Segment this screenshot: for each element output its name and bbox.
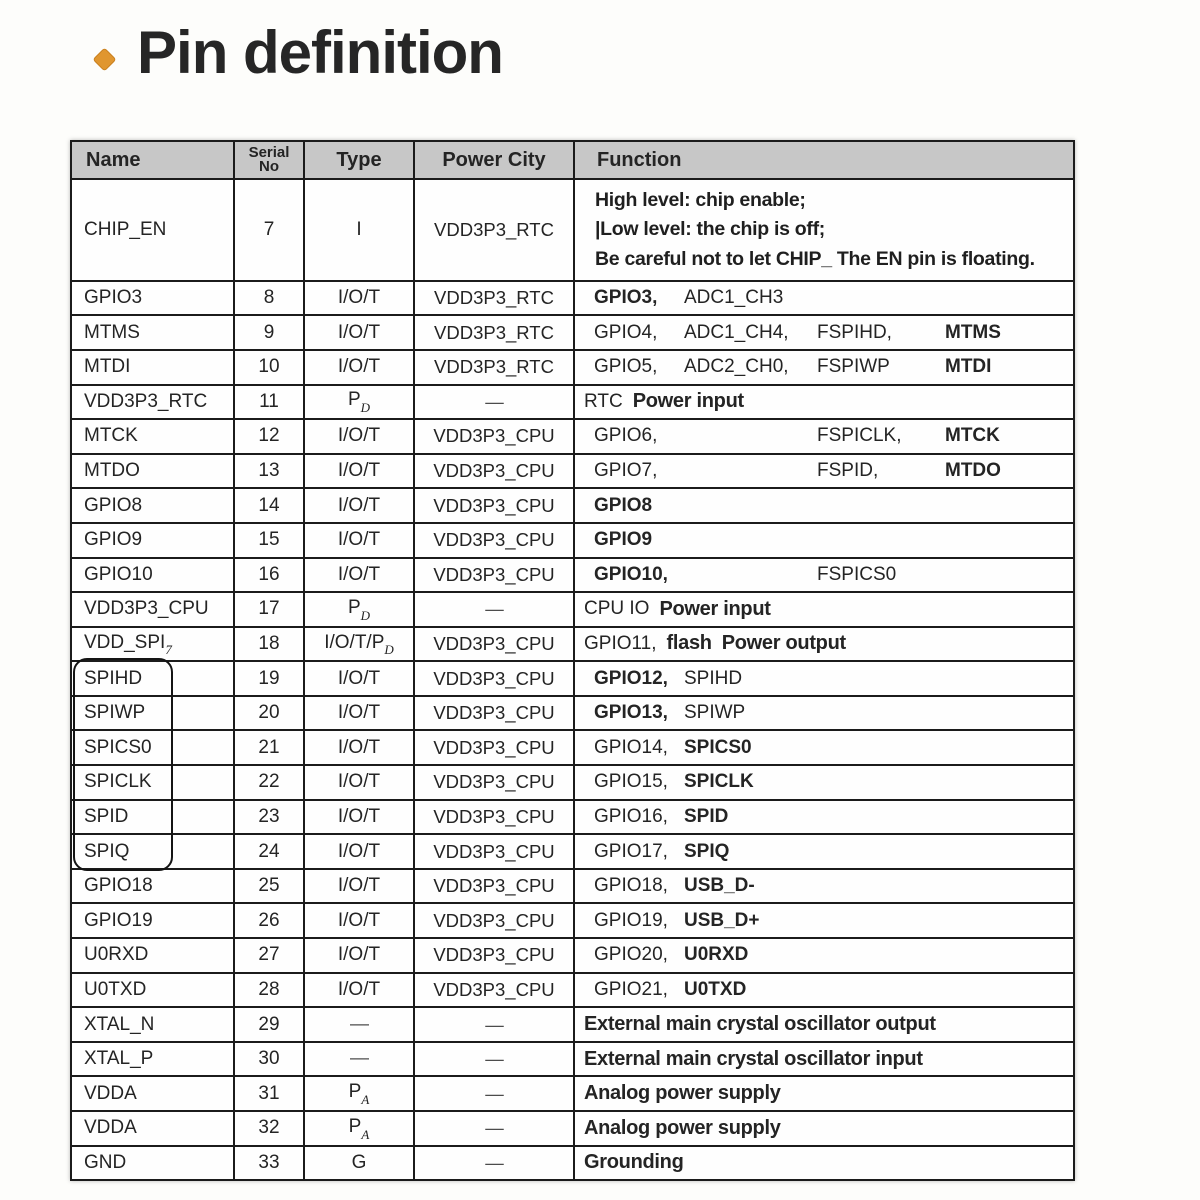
function-signal: SPIWP: [684, 702, 746, 724]
cell-power-domain: [414, 1146, 574, 1181]
table-row: [71, 1111, 1074, 1146]
cell-power-domain: VDD3P3_CPU: [414, 558, 574, 593]
table-row: [71, 869, 1074, 904]
function-signals: [575, 737, 1073, 759]
cell-type: $P_D$: [304, 592, 414, 627]
cell-function: [574, 350, 1074, 385]
cell-type: [304, 1007, 414, 1042]
table-row: [71, 627, 1074, 662]
function-signal: FSPIWP: [817, 356, 890, 378]
function-signal: GPIO10,: [594, 563, 668, 585]
function-signal: FSPIHD,: [817, 321, 892, 343]
cell-pin-name: SPICS0: [71, 730, 234, 765]
function-text-segment: GPIO11,: [584, 632, 657, 654]
function-text-segment: Analog power supply: [584, 1082, 781, 1105]
power-dash: —: [485, 1082, 503, 1104]
cell-type: I/O/T: [304, 730, 414, 765]
function-text: [575, 390, 1073, 413]
function-signal: GPIO6,: [594, 425, 658, 447]
table-row: [71, 1076, 1074, 1111]
function-signals: [575, 702, 1073, 724]
cell-pin-name: $VDD\_SPI_7$: [71, 627, 234, 662]
cell-serial-no: 25: [234, 869, 304, 904]
cell-pin-name: MTDO: [71, 454, 234, 489]
table-row: [71, 1146, 1074, 1181]
cell-type: $I/O/T/P_D$: [304, 627, 414, 662]
cell-type: $P_A$: [304, 1076, 414, 1111]
cell-type: I/O/T: [304, 869, 414, 904]
function-signal: SPICS0: [684, 736, 752, 758]
cell-function: [574, 869, 1074, 904]
cell-power-domain: VDD3P3_CPU: [414, 419, 574, 454]
cell-power-domain: VDD3P3_CPU: [414, 765, 574, 800]
function-signal: GPIO14,: [594, 736, 668, 758]
pin-table-body: [71, 179, 1074, 1180]
power-dash: —: [485, 598, 503, 620]
function-text: [575, 1117, 1073, 1140]
cell-power-domain: VDD3P3_RTC: [414, 350, 574, 385]
function-signals: [575, 495, 1073, 517]
function-signal: U0RXD: [684, 944, 749, 966]
cell-pin-name: XTAL_N: [71, 1007, 234, 1042]
cell-function: [574, 800, 1074, 835]
cell-pin-name: SPIHD: [71, 661, 234, 696]
cell-pin-name: GPIO19: [71, 903, 234, 938]
table-row: [71, 661, 1074, 696]
function-signal: USB_D-: [684, 875, 755, 897]
cell-function: [574, 938, 1074, 973]
function-signal: GPIO9: [594, 529, 653, 551]
cell-serial-no: 13: [234, 454, 304, 489]
cell-pin-name: MTMS: [71, 315, 234, 350]
cell-function: [574, 765, 1074, 800]
function-signal: GPIO20,: [594, 944, 668, 966]
table-row: [71, 179, 1074, 281]
cell-power-domain: VDD3P3_CPU: [414, 696, 574, 731]
cell-serial-no: 23: [234, 800, 304, 835]
function-text-segment: flash: [666, 632, 712, 655]
cell-function: [574, 627, 1074, 662]
cell-pin-name: VDDA: [71, 1076, 234, 1111]
cell-function: [574, 903, 1074, 938]
table-row: [71, 800, 1074, 835]
cell-function: [574, 179, 1074, 281]
function-signals: [575, 875, 1073, 897]
cell-serial-no: 21: [234, 730, 304, 765]
col-header-type: Type: [304, 141, 414, 179]
table-row: [71, 1042, 1074, 1077]
function-text: [575, 1151, 1073, 1174]
function-signal: ADC2_CH0,: [684, 356, 789, 378]
cell-type: I/O/T: [304, 419, 414, 454]
function-signal: MTDI: [945, 356, 992, 378]
function-signals: [575, 460, 1073, 482]
cell-pin-name: GND: [71, 1146, 234, 1181]
cell-type: I/O/T: [304, 350, 414, 385]
cell-function: [574, 1146, 1074, 1181]
cell-type: [304, 1042, 414, 1077]
cell-pin-name: GPIO18: [71, 869, 234, 904]
cell-function: [574, 1042, 1074, 1077]
cell-power-domain: VDD3P3_RTC: [414, 281, 574, 316]
power-dash: —: [485, 1151, 503, 1173]
diamond-bullet-icon: [92, 47, 116, 71]
table-row: [71, 973, 1074, 1008]
function-signals: [575, 841, 1073, 863]
cell-type: I/O/T: [304, 903, 414, 938]
cell-pin-name: U0RXD: [71, 938, 234, 973]
cell-power-domain: [414, 1042, 574, 1077]
cell-power-domain: [414, 385, 574, 420]
cell-type: $P_A$: [304, 1111, 414, 1146]
cell-pin-name: MTCK: [71, 419, 234, 454]
cell-pin-name: VDD3P3_RTC: [71, 385, 234, 420]
cell-type: I: [304, 179, 414, 281]
table-row: [71, 834, 1074, 869]
cell-serial-no: 18: [234, 627, 304, 662]
function-text: [575, 1082, 1073, 1105]
power-dash: —: [485, 1013, 503, 1035]
table-row: [71, 558, 1074, 593]
cell-power-domain: [414, 592, 574, 627]
function-signal: SPIQ: [684, 840, 730, 862]
table-row: [71, 419, 1074, 454]
function-signals: [575, 425, 1073, 447]
function-signal: SPIHD: [684, 667, 743, 689]
table-row: [71, 350, 1074, 385]
function-signal: MTCK: [945, 425, 1000, 447]
cell-serial-no: 17: [234, 592, 304, 627]
function-text: [575, 1048, 1073, 1071]
cell-serial-no: 27: [234, 938, 304, 973]
table-row: [71, 1007, 1074, 1042]
cell-type: I/O/T: [304, 281, 414, 316]
cell-type: I/O/T: [304, 558, 414, 593]
cell-type: I/O/T: [304, 454, 414, 489]
function-signals: [575, 910, 1073, 932]
power-dash: —: [485, 1117, 503, 1139]
page-title: Pin definition: [137, 19, 503, 86]
cell-type: I/O/T: [304, 523, 414, 558]
cell-serial-no: 33: [234, 1146, 304, 1181]
table-row: [71, 696, 1074, 731]
power-dash: —: [485, 1048, 503, 1070]
table-row: [71, 592, 1074, 627]
cell-pin-name: SPID: [71, 800, 234, 835]
cell-power-domain: VDD3P3_CPU: [414, 973, 574, 1008]
col-header-power: Power City: [414, 141, 574, 179]
cell-power-domain: VDD3P3_CPU: [414, 938, 574, 973]
cell-pin-name: VDD3P3_CPU: [71, 592, 234, 627]
function-text-segment: Power output: [721, 632, 846, 655]
col-header-function: Function: [574, 141, 1074, 179]
cell-type: I/O/T: [304, 800, 414, 835]
cell-type: I/O/T: [304, 696, 414, 731]
cell-type: I/O/T: [304, 488, 414, 523]
cell-power-domain: VDD3P3_CPU: [414, 488, 574, 523]
cell-pin-name: SPIQ: [71, 834, 234, 869]
cell-type: I/O/T: [304, 765, 414, 800]
cell-power-domain: VDD3P3_RTC: [414, 179, 574, 281]
pin-table-wrap: [70, 140, 1073, 1181]
cell-pin-name: GPIO9: [71, 523, 234, 558]
cell-serial-no: 16: [234, 558, 304, 593]
cell-function: [574, 488, 1074, 523]
type-dash: —: [350, 1048, 368, 1070]
cell-function: [574, 1111, 1074, 1146]
cell-pin-name: MTDI: [71, 350, 234, 385]
cell-power-domain: VDD3P3_CPU: [414, 454, 574, 489]
type-dash: —: [350, 1013, 368, 1035]
cell-function: [574, 1076, 1074, 1111]
function-signal: GPIO17,: [594, 840, 668, 862]
cell-type: G: [304, 1146, 414, 1181]
cell-type: $P_D$: [304, 385, 414, 420]
cell-pin-name: GPIO8: [71, 488, 234, 523]
function-text: [575, 1013, 1073, 1036]
table-row: [71, 488, 1074, 523]
col-header-serial-line2: No: [259, 158, 279, 175]
section-title-row: [96, 18, 503, 87]
cell-serial-no: 28: [234, 973, 304, 1008]
cell-power-domain: VDD3P3_CPU: [414, 627, 574, 662]
function-signal: USB_D+: [684, 909, 760, 931]
col-header-name: Name: [71, 141, 234, 179]
function-line: High level: chip enable;: [595, 189, 806, 211]
cell-function: [574, 730, 1074, 765]
function-signal: GPIO12,: [594, 667, 668, 689]
cell-serial-no: 24: [234, 834, 304, 869]
cell-serial-no: 7: [234, 179, 304, 281]
col-header-serial-line1: Serial: [248, 143, 290, 161]
table-row: [71, 385, 1074, 420]
function-signals: [575, 564, 1073, 586]
cell-pin-name: GPIO10: [71, 558, 234, 593]
cell-power-domain: [414, 1007, 574, 1042]
cell-power-domain: VDD3P3_CPU: [414, 903, 574, 938]
cell-serial-no: 29: [234, 1007, 304, 1042]
function-signal: GPIO13,: [594, 702, 668, 724]
function-signal: MTDO: [945, 460, 1001, 482]
col-header-serial: [234, 141, 304, 179]
cell-serial-no: 30: [234, 1042, 304, 1077]
cell-serial-no: 10: [234, 350, 304, 385]
function-signal: GPIO15,: [594, 771, 668, 793]
cell-power-domain: [414, 1111, 574, 1146]
cell-serial-no: 31: [234, 1076, 304, 1111]
function-signals: [575, 322, 1073, 344]
cell-function: [574, 592, 1074, 627]
function-text-segment: Grounding: [584, 1151, 684, 1174]
cell-power-domain: [414, 1076, 574, 1111]
table-row: [71, 454, 1074, 489]
cell-function: [574, 385, 1074, 420]
function-text-segment: External main crystal oscillator output: [584, 1013, 936, 1036]
function-signal: GPIO8: [594, 494, 653, 516]
function-signal: GPIO4,: [594, 321, 658, 343]
cell-power-domain: VDD3P3_CPU: [414, 661, 574, 696]
table-row: [71, 281, 1074, 316]
cell-serial-no: 19: [234, 661, 304, 696]
function-signal: FSPICLK,: [817, 425, 902, 447]
function-signal: GPIO7,: [594, 460, 658, 482]
cell-pin-name: CHIP_EN: [71, 179, 234, 281]
cell-power-domain: VDD3P3_CPU: [414, 800, 574, 835]
cell-type: I/O/T: [304, 938, 414, 973]
cell-function: [574, 419, 1074, 454]
cell-pin-name: U0TXD: [71, 973, 234, 1008]
table-row: [71, 938, 1074, 973]
function-signals: [575, 529, 1073, 551]
function-signals: [575, 287, 1073, 309]
function-signal: U0TXD: [684, 978, 747, 1000]
function-text-segment: CPU IO: [584, 598, 650, 620]
cell-function: [574, 523, 1074, 558]
function-signals: [575, 356, 1073, 378]
cell-function: [574, 281, 1074, 316]
function-signal: FSPICS0: [817, 563, 897, 585]
function-text-segment: Power input: [659, 597, 771, 620]
function-signal: FSPID,: [817, 460, 879, 482]
cell-type: I/O/T: [304, 661, 414, 696]
cell-function: [574, 973, 1074, 1008]
cell-pin-name: XTAL_P: [71, 1042, 234, 1077]
cell-serial-no: 26: [234, 903, 304, 938]
cell-power-domain: VDD3P3_CPU: [414, 523, 574, 558]
function-signals: [575, 771, 1073, 793]
cell-power-domain: VDD3P3_CPU: [414, 730, 574, 765]
table-row: [71, 523, 1074, 558]
cell-serial-no: 12: [234, 419, 304, 454]
function-signals: [575, 806, 1073, 828]
table-row: [71, 730, 1074, 765]
function-line: Be careful not to let CHIP_ The EN pin is floating.: [595, 247, 1035, 270]
function-line: |Low level: the chip is off;: [595, 218, 825, 241]
table-row: [71, 315, 1074, 350]
header-row: [71, 141, 1074, 179]
function-signal: SPICLK: [684, 771, 754, 793]
cell-serial-no: 11: [234, 385, 304, 420]
function-text: [575, 598, 1073, 621]
cell-pin-name: GPIO3: [71, 281, 234, 316]
function-signal: GPIO21,: [594, 978, 668, 1000]
function-signal: GPIO16,: [594, 805, 668, 827]
function-text-segment: Analog power supply: [584, 1116, 781, 1139]
cell-type: I/O/T: [304, 315, 414, 350]
cell-function: [574, 696, 1074, 731]
cell-type: I/O/T: [304, 834, 414, 869]
cell-pin-name: VDDA: [71, 1111, 234, 1146]
cell-function: [574, 834, 1074, 869]
function-lines: [575, 180, 1073, 280]
function-signal: MTMS: [945, 321, 1001, 343]
function-signal: GPIO5,: [594, 356, 658, 378]
function-text: [575, 632, 1073, 655]
cell-serial-no: 15: [234, 523, 304, 558]
function-signals: [575, 944, 1073, 966]
table-row: [71, 903, 1074, 938]
cell-serial-no: 9: [234, 315, 304, 350]
cell-function: [574, 661, 1074, 696]
function-signals: [575, 668, 1073, 690]
cell-pin-name: SPIWP: [71, 696, 234, 731]
pin-definition-table: [70, 140, 1075, 1181]
function-signals: [575, 979, 1073, 1001]
cell-type: I/O/T: [304, 973, 414, 1008]
cell-function: [574, 558, 1074, 593]
cell-function: [574, 454, 1074, 489]
cell-serial-no: 14: [234, 488, 304, 523]
function-signal: GPIO19,: [594, 909, 668, 931]
function-signal: ADC1_CH3: [684, 287, 784, 309]
cell-power-domain: VDD3P3_CPU: [414, 869, 574, 904]
function-signal: GPIO3,: [594, 287, 658, 309]
cell-serial-no: 32: [234, 1111, 304, 1146]
table-row: [71, 765, 1074, 800]
function-signal: ADC1_CH4,: [684, 321, 789, 343]
cell-power-domain: VDD3P3_CPU: [414, 834, 574, 869]
function-text-segment: RTC: [584, 390, 623, 412]
cell-serial-no: 22: [234, 765, 304, 800]
function-text-segment: Power input: [632, 390, 744, 413]
function-signal: GPIO18,: [594, 875, 668, 897]
cell-pin-name: SPICLK: [71, 765, 234, 800]
cell-serial-no: 8: [234, 281, 304, 316]
cell-serial-no: 20: [234, 696, 304, 731]
cell-function: [574, 315, 1074, 350]
function-signal: SPID: [684, 805, 729, 827]
cell-power-domain: VDD3P3_RTC: [414, 315, 574, 350]
function-text-segment: External main crystal oscillator input: [584, 1047, 923, 1070]
power-dash: —: [485, 390, 503, 412]
cell-function: [574, 1007, 1074, 1042]
